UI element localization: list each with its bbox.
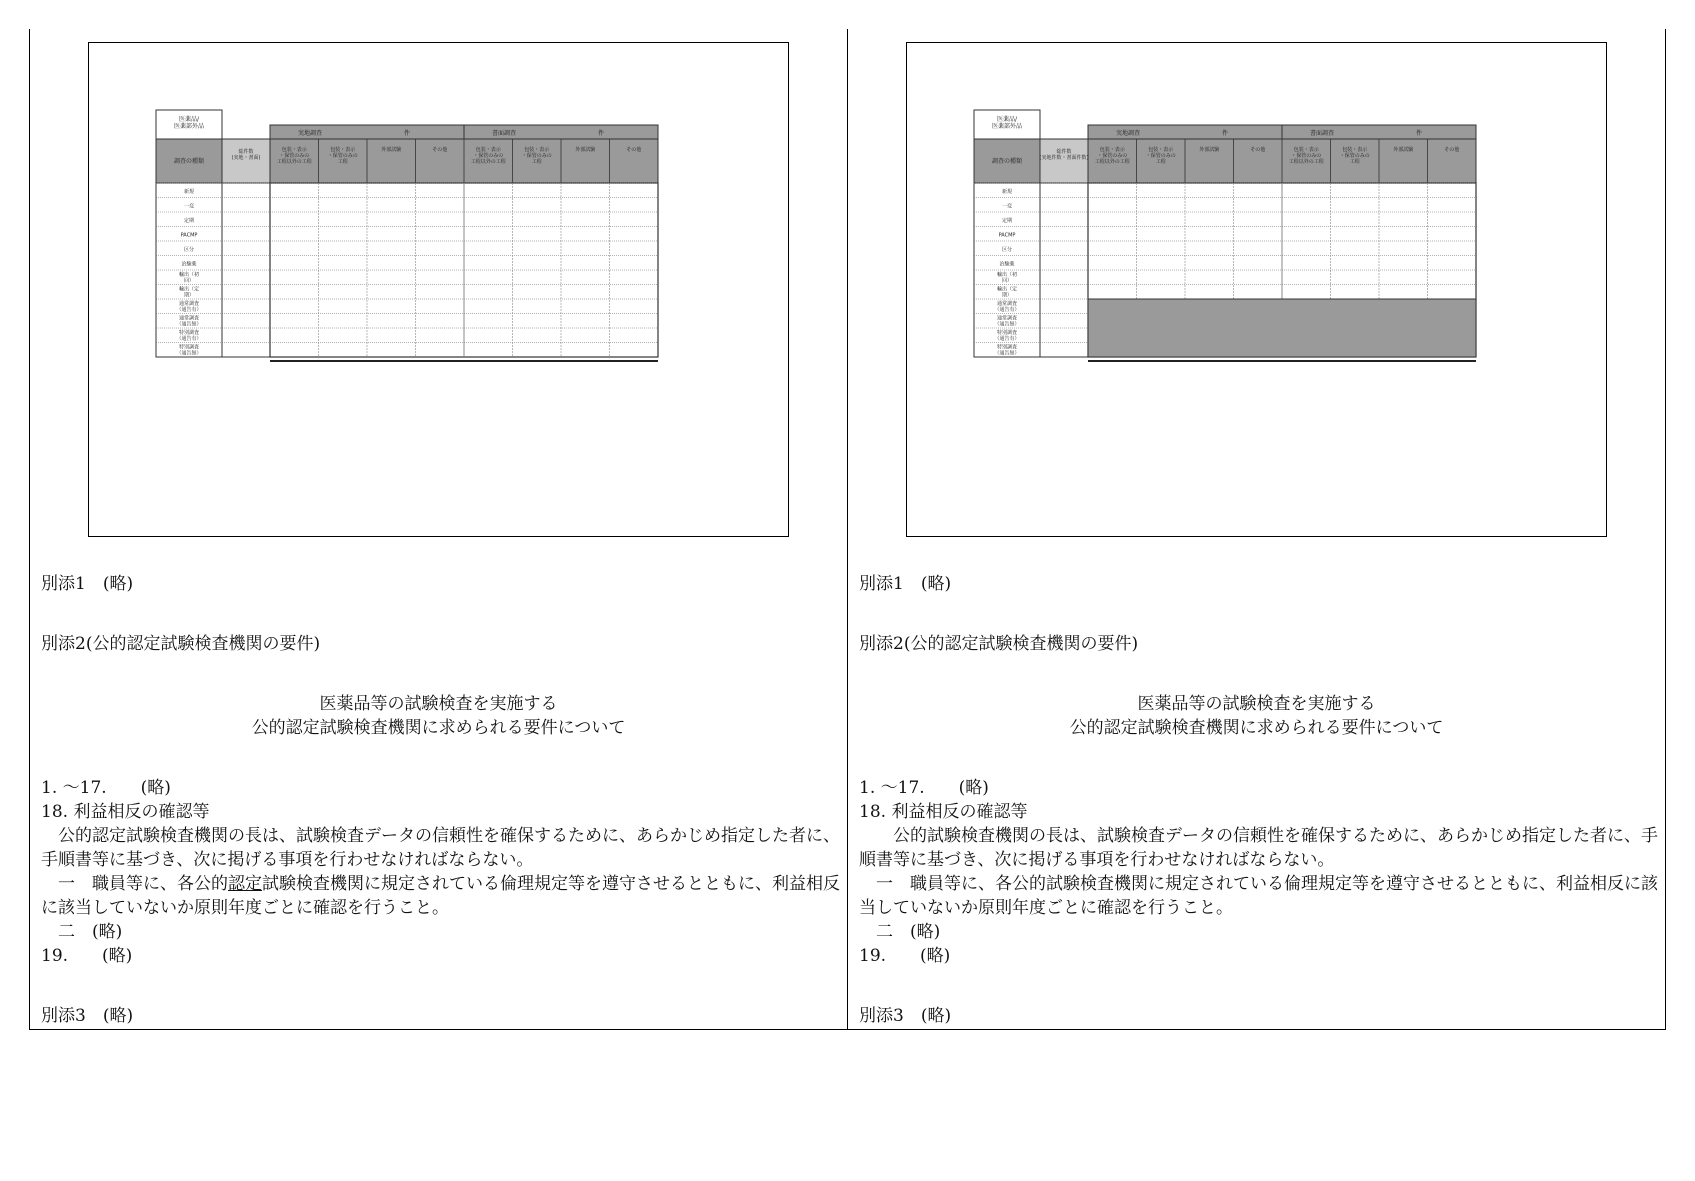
subitem-1-rest: 試験検査機関に規定されている倫理規定等を遵守させるとともに、利益相反に該当していないか原則年度ごとに確認を行うこと。: [41, 874, 840, 918]
subheader-label: 包装・表示: [524, 147, 550, 153]
attachment-1: 別添1 (略): [41, 574, 134, 594]
subheader-label: ・保管のみの: [279, 153, 310, 159]
row-label: 回）: [183, 278, 195, 284]
form-figure-right: [906, 42, 1607, 537]
group-onsite-label: 実地調査: [1115, 130, 1141, 137]
subheader-label: ・保管のみの: [1339, 153, 1370, 159]
item-18-paragraph: 公的試験検査機関の長は、試験検査データの信頼性を確保するために、あらかじめ指定した者に、手順書等に基づき、次に掲げる事項を行わせなければならない。: [859, 826, 1658, 870]
form-table-drawing: [907, 43, 1608, 538]
header-top-label: 医薬部外品: [173, 123, 205, 130]
subheader-label: ・保管のみの: [473, 153, 504, 159]
row-label: 特別調査: [178, 330, 200, 336]
survey-type-header: 調査の種類: [991, 158, 1023, 165]
item-18-subitem-2: 二 (略): [41, 922, 123, 942]
subheader-label: 包装・表示: [1342, 147, 1368, 153]
count-header: (実地・書面): [231, 155, 261, 161]
row-label: 回）: [1001, 278, 1013, 284]
row-label: 一変: [1001, 203, 1013, 210]
subheader-label: 工程以外の工程: [276, 159, 312, 165]
row-label: PACMP: [180, 232, 198, 239]
row-label: （通告無）: [994, 350, 1020, 357]
row-label: 特別調査: [996, 344, 1018, 351]
subheader-label: 包装・表示: [1148, 147, 1174, 153]
header-top-label: 医薬部外品: [991, 123, 1023, 130]
subheader-label: 包装・表示: [281, 147, 307, 153]
item-18-heading: 18. 利益相反の確認等: [859, 802, 1028, 822]
count-header-cell: [1040, 139, 1088, 183]
count-header: 総件数: [238, 149, 254, 155]
row-label: 新規: [1001, 189, 1013, 195]
subheader-label: 包装・表示: [1099, 147, 1125, 153]
group-onsite-label: 実地調査: [297, 130, 323, 137]
row-label: （通告有）: [994, 336, 1020, 342]
subheader-label: その他: [432, 147, 448, 153]
subheader-label: 工程: [1155, 159, 1166, 165]
subheader-label: ・保管のみの: [1145, 153, 1176, 159]
row-label: 通常調査: [178, 301, 200, 307]
attachment-2-heading: 別添2(公的認定試験検査機関の要件): [41, 634, 321, 654]
group-unit-label: 件: [1415, 130, 1423, 137]
row-label: 区分: [183, 247, 195, 253]
requirements-title-line2: 公的認定試験検査機関に求められる要件について: [251, 718, 626, 738]
group-unit-label: 件: [597, 130, 605, 137]
row-label: 期）: [183, 292, 195, 299]
subheader-label: 包装・表示: [1293, 147, 1319, 153]
subheader-label: 工程: [337, 159, 348, 165]
item-18-subitem-1: 一 職員等に、各公的試験検査機関に規定されている倫理規定等を遵守させるとともに、利益相反に該当していないか原則年度ごとに確認を行うこと。: [859, 874, 1658, 918]
group-unit-label: 件: [1221, 130, 1229, 137]
subheader-label: 工程: [1349, 159, 1360, 165]
row-label: 期）: [1001, 292, 1013, 299]
subitem-1-underlined: 認定: [228, 874, 262, 894]
row-label: 輸出（初: [996, 272, 1018, 278]
subheader-label: 包装・表示: [330, 147, 356, 153]
row-label: （通告有）: [176, 307, 202, 313]
row-label: 輸出（定: [996, 286, 1018, 293]
count-header: (実地件数・書面件数): [1039, 155, 1089, 161]
subheader-label: ・保管のみの: [521, 153, 552, 159]
count-header: 総件数: [1056, 149, 1072, 155]
subheader-label: 工程: [531, 159, 542, 165]
row-label: （通告無）: [176, 350, 202, 357]
subheader-label: その他: [1444, 147, 1460, 153]
attachment-3: 別添3 (略): [41, 1006, 134, 1026]
row-label: 治験薬: [181, 261, 197, 268]
shaded-na-area: [1088, 299, 1476, 357]
subheader-label: 工程以外の工程: [470, 159, 506, 165]
subheader-label: 包装・表示: [475, 147, 501, 153]
row-label: 定期: [1001, 218, 1013, 224]
item-1-17: 1. ～17. (略): [859, 778, 989, 798]
subheader-label: その他: [626, 147, 642, 153]
row-label: （通告無）: [994, 321, 1020, 328]
row-label: PACMP: [998, 232, 1016, 239]
row-label: 通常調査: [178, 315, 200, 322]
requirements-title-line1: 医薬品等の試験検査を実施する: [319, 694, 558, 714]
requirements-title-line1: 医薬品等の試験検査を実施する: [1137, 694, 1376, 714]
subheader-label: ・保管のみの: [1097, 153, 1128, 159]
item-18-heading: 18. 利益相反の確認等: [41, 802, 210, 822]
row-label: 一変: [183, 203, 195, 210]
row-label: 特別調査: [996, 330, 1018, 336]
row-label: （通告有）: [994, 307, 1020, 313]
item-18-paragraph: 公的認定試験検査機関の長は、試験検査データの信頼性を確保するために、あらかじめ指定した者に、手順書等に基づき、次に掲げる事項を行わせなければならない。: [41, 826, 840, 870]
attachment-3: 別添3 (略): [859, 1006, 952, 1026]
row-label: 特別調査: [178, 344, 200, 351]
row-label: 通常調査: [996, 301, 1018, 307]
requirements-title-line2: 公的認定試験検査機関に求められる要件について: [1069, 718, 1444, 738]
left-column: [30, 29, 847, 1029]
row-label: 輸出（定: [178, 286, 200, 293]
subheader-label: ・保管のみの: [1291, 153, 1322, 159]
group-paper-label: 書面調査: [1309, 130, 1335, 137]
group-paper-label: 書面調査: [491, 130, 517, 137]
row-label: 輸出（初: [178, 272, 200, 278]
subheader-label: 外部試験: [1393, 147, 1414, 153]
form-figure-left: [88, 42, 789, 537]
subheader-label: 外部試験: [1199, 147, 1220, 153]
attachment-2-heading: 別添2(公的認定試験検査機関の要件): [859, 634, 1139, 654]
row-label: 定期: [183, 218, 195, 224]
row-label: （通告有）: [176, 336, 202, 342]
subheader-label: 外部試験: [381, 147, 402, 153]
subheader-label: 外部試験: [575, 147, 596, 153]
item-1-17: 1. ～17. (略): [41, 778, 171, 798]
item-19: 19. (略): [41, 946, 133, 966]
count-header-cell: [222, 139, 270, 183]
row-label: （通告無）: [176, 321, 202, 328]
survey-type-header: 調査の種類: [173, 158, 205, 165]
group-unit-label: 件: [403, 130, 411, 137]
form-table-drawing: [89, 43, 790, 538]
row-label: 通常調査: [996, 315, 1018, 322]
subheader-label: ・保管のみの: [327, 153, 358, 159]
attachment-1: 別添1 (略): [859, 574, 952, 594]
subheader-label: 工程以外の工程: [1288, 159, 1324, 165]
subheader-label: その他: [1250, 147, 1266, 153]
header-top-label: 医薬品/: [996, 116, 1018, 123]
item-18-subitem-2: 二 (略): [859, 922, 941, 942]
item-19: 19. (略): [859, 946, 951, 966]
right-column: [848, 29, 1665, 1029]
row-label: 区分: [1001, 247, 1013, 253]
subheader-label: 工程以外の工程: [1094, 159, 1130, 165]
header-top-label: 医薬品/: [178, 116, 200, 123]
item-18-subitem-1: [41, 872, 847, 920]
subitem-1-prefix: 一 職員等に、各公的: [41, 874, 228, 894]
row-label: 新規: [183, 189, 195, 195]
row-label: 治験薬: [999, 261, 1015, 268]
